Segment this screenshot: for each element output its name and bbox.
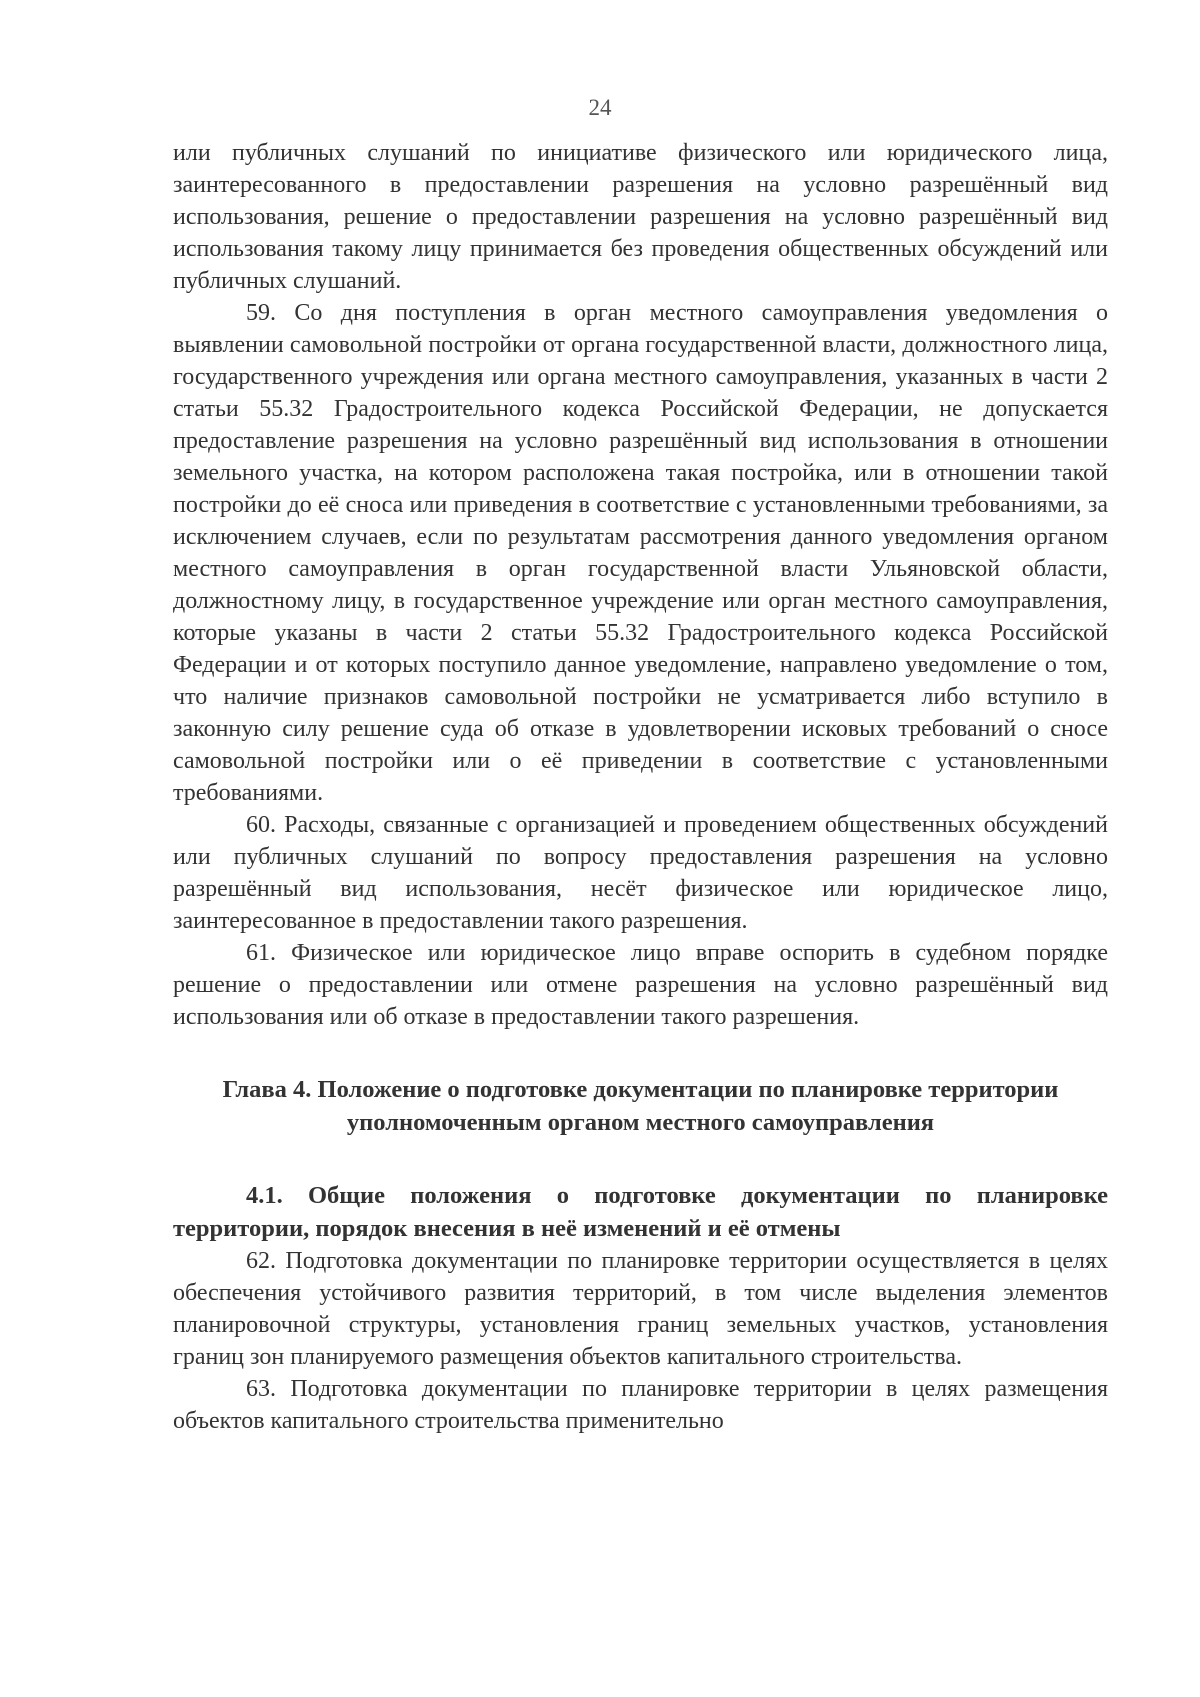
chapter-heading: Глава 4. Положение о подготовке документации по планировке территории уполномоченным органом местного самоуправления <box>222 1076 1059 1136</box>
paragraph-58-continuation: или публичных слушаний по инициативе физического или юридического лица, заинтересованного в предоставлении разрешения на условно разрешённый вид использования, решение о предоставлении разрешения на условно разрешённый вид использования такому лицу принимается без проведения общественных обсуждений или публичных слушаний. <box>173 140 1108 294</box>
paragraph-63: 63. Подготовка документации по планировке территории в целях размещения объектов капитального строительства применительно <box>173 1376 1108 1434</box>
document-body <box>173 137 1108 1437</box>
paragraph-62: 62. Подготовка документации по планировке территории осуществляется в целях обеспечения устойчивого развития территорий, в том числе выделения элементов планировочной структуры, установления границ земельных участков, установления границ зон планируемого размещения объектов капитального строительства. <box>173 1248 1108 1370</box>
page-number: 24 <box>588 95 612 120</box>
paragraph-61: 61. Физическое или юридическое лицо вправе оспорить в судебном порядке решение о предоставлении или отмене разрешения на условно разрешённый вид использования или об отказе в предоставлении такого разрешения. <box>173 940 1108 1030</box>
paragraph-60: 60. Расходы, связанные с организацией и проведением общественных обсуждений или публичных слушаний по вопросу предоставления разрешения на условно разрешённый вид использования, несёт физическое или юридическое лицо, заинтересованное в предоставлении такого разрешения. <box>173 812 1108 934</box>
paragraph-59: 59. Со дня поступления в орган местного самоуправления уведомления о выявлении самовольной постройки от органа государственной власти, должностного лица, государственного учреждения или органа местного самоуправления, указанных в части 2 статьи 55.32 Градостроительного кодекса Российской Федерации, не допускается предоставление разрешения на условно разрешённый вид использования в отношении земельного участка, на котором расположена такая постройка, или в отношении такой постройки до её сноса или приведения в соответствие с установленными требованиями, за исключением случаев, если по результатам рассмотрения данного уведомления органом местного самоуправления в орган государственной власти Ульяновской области, должностному лицу, в государственное учреждение или орган местного самоуправления, которые указаны в части 2 статьи 55.32 Градостроительного кодекса Российской Федерации и от которых поступило данное уведомление, направлено уведомление о том, что наличие признаков самовольной постройки не усматривается либо вступило в законную силу решение суда об отказе в удовлетворении исковых требований о сносе самовольной постройки или о её приведении в соответствие с установленными требованиями. <box>173 300 1108 806</box>
section-heading: 4.1. Общие положения о подготовке документации по планировке территории, порядок внесения в неё изменений и её отмены <box>173 1182 1108 1242</box>
